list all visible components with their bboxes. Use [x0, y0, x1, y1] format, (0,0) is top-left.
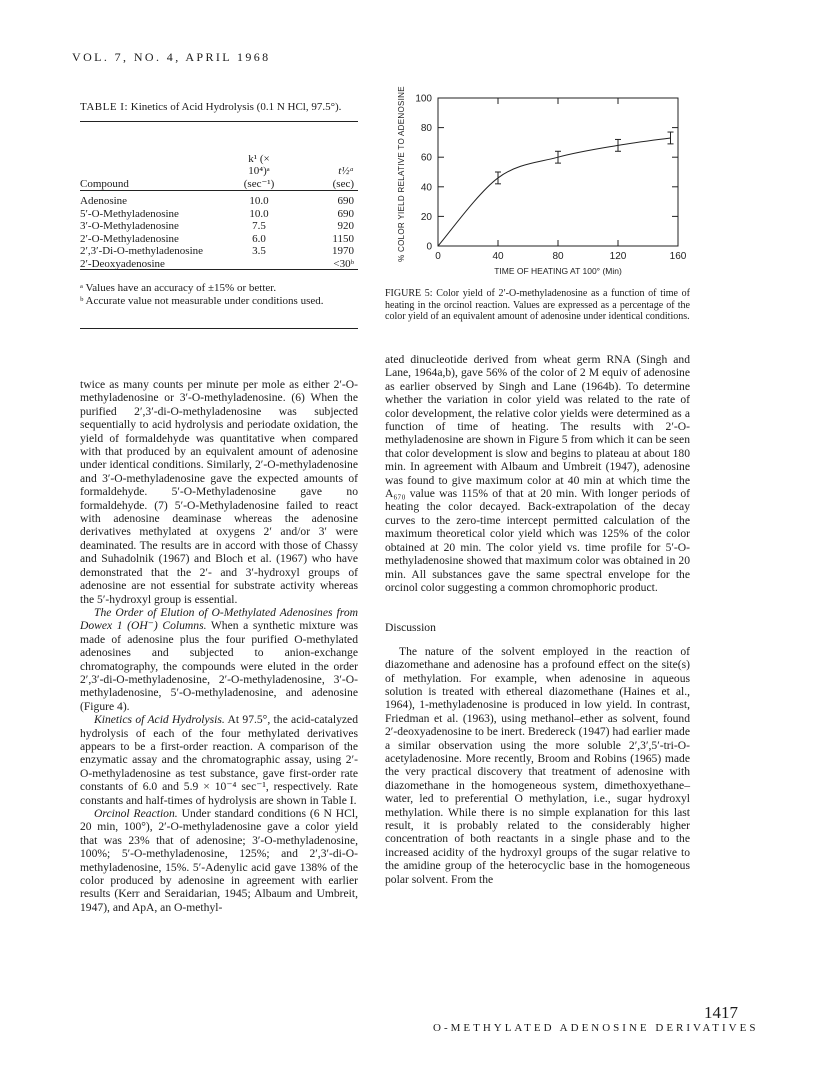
table-title: Kinetics of Acid Hydrolysis (0.1 N HCl, 97.5°). — [130, 101, 342, 113]
running-header: VOL. 7, NO. 4, APRIL 1968 — [72, 50, 271, 64]
right-column — [385, 353, 690, 886]
col-k-line3: (sec⁻¹) — [243, 177, 275, 190]
kinetics-table — [80, 140, 358, 270]
color-yield-chart — [390, 86, 690, 276]
cell-t: 1150 — [332, 232, 354, 245]
body-paragraph — [80, 807, 358, 914]
cell-t: 920 — [337, 220, 354, 232]
table-bottom-rule — [80, 328, 358, 329]
table-row — [80, 208, 358, 221]
page-number: 1417 — [704, 1003, 738, 1022]
cell-t: 690 — [337, 207, 354, 220]
cell-t: <30ᵇ — [333, 257, 354, 270]
x-tick-label: 160 — [669, 251, 687, 262]
table-footnotes — [80, 282, 358, 307]
x-tick-label: 0 — [435, 251, 441, 262]
y-axis-label: % COLOR YIELD RELATIVE TO ADENOSINE — [397, 86, 406, 262]
cell-compound: Adenosine — [80, 195, 128, 207]
cell-t: 1970 — [332, 245, 354, 257]
table-header-row — [80, 140, 358, 191]
x-tick-label: 120 — [609, 251, 627, 262]
col-t — [294, 140, 358, 191]
run-in-heading: Kinetics of Acid Hydrolysis. — [94, 713, 225, 727]
x-tick-label: 40 — [492, 251, 504, 262]
y-tick-label: 100 — [415, 93, 432, 105]
cell-t: 690 — [337, 195, 354, 207]
body-paragraph: ated dinucleotide derived from wheat germ RNA (Singh and Lane, 1964a,b), gave 56% of the color of 2 M equiv of adenosine as earlier observed by Singh and Lane (1964b). To determine whether the variation in color yield was related to the rate of color development, the relative color yields were determined as a function of time of heating. The results with 2′-O-methyladenosine are shown in Figure 5 from which it can be seen that color development is slow and begins to plateau at about 180 min. In agreement with Albaum and Umbreit (1947), adenosine was found to give maximum color at 40 min at which time the A₆₇₀ value was 115% of that at 20 min. With longer periods of heating the color decayed. Back-extrapolation of the decay curves to the zero-time intercept permitted calculation of the maximum theoretical color yield which was 125% of the color obtained at 20 min. The color yield vs. time profile for 5′-O-methyladenosine showed that maximum color was obtained in 20 min. All substances gave the same spectral envelope for the orcinol color suggesting a common chromophoric product. — [385, 353, 690, 594]
body-paragraph — [80, 713, 358, 807]
data-curve — [438, 138, 671, 246]
body-paragraph — [80, 606, 358, 713]
cell-compound: 5′-O-Methyladenosine — [80, 207, 179, 220]
body-paragraph: The nature of the solvent employed in the reaction of diazomethane and adenosine has a profound effect on the site(s) of methylation. For example, when adenosine in aqueous solution is treated with ethereal diazomethane (Haines et al., 1964), 1-methyladenosine is produced in low yield. In contrast, Friedman et al. (1963), using methanol–ether as solvent, found 2′-deoxyadenosine to be inert. Bredereck (1947) had earlier made a similar observation using the more soluble 2′,3′,5′-tri-O-acetyladenosine. More recently, Broom and Robins (1965) made the very practical discovery that treatment of adenosine with diazomethane in the homogeneous system, dimethoxyethane–water, led to preferential O methylation, i.e., sugar hydroxyl methylation. While there is no simple explanation for this last result, it is probably related to the considerably higher concentration of both reactants in a single phase and to the increased acidity of the hydroxyl groups of the sugar relative to the amidine group of the heterocyclic base in the homogeneous polar solvent. From the — [385, 644, 690, 886]
cell-k: 3.5 — [252, 245, 266, 257]
table-label: TABLE I: — [80, 101, 129, 113]
table-row — [80, 195, 358, 208]
left-column — [80, 378, 358, 914]
run-in-heading: Orcinol Reaction. — [94, 807, 178, 820]
col-t-line1: t½ᵃ — [338, 165, 354, 177]
cell-compound: 2′-Deoxyadenosine — [80, 257, 165, 270]
body-paragraph: twice as many counts per minute per mole as either 2′-O-methyladenosine or 3′-O-methyladenosine. (6) When the purified 2′,3′-di-O-methyladenosine was subjected sequentially to acid hydrolysis and periodate oxidation, the yield of formaldehyde was quantitative when compared with that produced by an equivalent amount of adenosine under identical conditions. Similarly, 2′-O-methyladenosine and 3′-O-methyladenosine gave the expected amounts of formaldehyde. 5′-O-Methyladenosine gave no formaldehyde. (7) 5′-O-Methyladenosine failed to react with adenosine deaminase whereas the adenosine derivatives methylated at oxygens 2′ and/or 3′ were deaminated. The results are in accord with those of Chassy and Suhadolnik (1967) and Bloch et al. (1967) who have demonstrated that the 2′- and 3′-hydroxyl groups of adenosine are not essential for substrate activity whereas the 5′-hydroxyl group is essential. — [80, 378, 358, 606]
table-mid-rule — [80, 269, 358, 270]
table-top-rule — [80, 121, 358, 122]
cell-k: 10.0 — [249, 195, 269, 207]
y-tick-label: 0 — [426, 241, 432, 253]
figure-5 — [390, 86, 690, 281]
x-axis-label: TIME OF HEATING AT 100° (Min) — [494, 266, 622, 276]
cell-k: 6.0 — [252, 232, 266, 245]
figure-caption — [385, 288, 690, 323]
figure-caption-text: Color yield of 2′-O-methyladenosine as a function of time of heating in the orcinol reaction. Values are expressed as a percentage of the color yield of an equivalent amount of adenosine under identical conditions. — [385, 288, 690, 322]
footnote-a: ᵃ Values have an accuracy of ±15% or better. — [80, 282, 277, 294]
col-k-line2: 10⁴)ᵃ — [248, 165, 270, 177]
cell-k: 7.5 — [252, 220, 266, 232]
col-t-line2: (sec) — [332, 177, 354, 190]
plot-frame — [438, 98, 678, 246]
y-tick-label: 80 — [420, 123, 432, 135]
table-caption — [80, 101, 341, 113]
footnote-b: ᵇ Accurate value not measurable under conditions used. — [80, 294, 324, 307]
cell-compound: 3′-O-Methyladenosine — [80, 220, 179, 232]
y-tick-label: 60 — [420, 152, 432, 164]
paragraph-text: At 97.5°, the acid-catalyzed hydrolysis of each of the four methylated derivatives appears to be a first-order reaction. A comparison of the enzymatic assay and the chromatographic assay, using 2′-O-methyladenosine as test substance, gave first-order rate constants of 6.0 and 5.9 × 10⁻⁴ sec⁻¹, respectively. Rate constants and half-times of hydrolysis are shown in Table I. — [80, 713, 358, 807]
x-tick-label: 80 — [552, 251, 564, 262]
paragraph-text: When a synthetic mixture was made of adenosine plus the four purified O-methylated adenosines and subjected to anion-exchange chromatography, the compounds were eluted in the order 2′,3′-di-O-methyladenosine, 2′-O-methyladenosine, 3′-O-methyladenosine, 5′-O-methyladenosine, and adenosine (Figure 4). — [80, 619, 359, 713]
running-footer: O-METHYLATED ADENOSINE DERIVATIVES — [433, 1022, 759, 1034]
y-tick-label: 20 — [420, 211, 432, 223]
table-row — [80, 245, 358, 258]
col-compound: Compound — [80, 177, 129, 190]
cell-compound: 2′-O-Methyladenosine — [80, 232, 179, 245]
col-k — [224, 140, 294, 191]
section-heading: Discussion — [385, 621, 436, 635]
figure-label: FIGURE 5: — [385, 288, 433, 299]
y-tick-label: 40 — [420, 182, 432, 194]
cell-k: 10.0 — [249, 207, 269, 220]
table-row — [80, 233, 358, 246]
col-k-line1: k¹ (× — [248, 152, 270, 165]
table-row — [80, 220, 358, 233]
paragraph-text: Under standard conditions (6 N HCl, 20 min, 100°), 2′-O-methyladenosine gave a color yield that was 23% that of adenosine; 3′-O-methyladenosine, 100%; 5′-O-methyladenosine, 125%; and 2′,3′-di-O-methyladenosine, 15%. 5′-Adenylic acid gave 138% of the color produced by adenosine in agreement with earlier results (Kerr and Seraidarian, 1945; Albaum and Umbreit, 1947), and ApA, an O-methyl- — [80, 807, 359, 914]
run-in-heading: The Order of Elution of O-Methylated Adenosines from Dowex 1 (OH⁻) Columns. — [80, 605, 358, 633]
cell-compound: 2′,3′-Di-O-methyladenosine — [80, 245, 204, 257]
